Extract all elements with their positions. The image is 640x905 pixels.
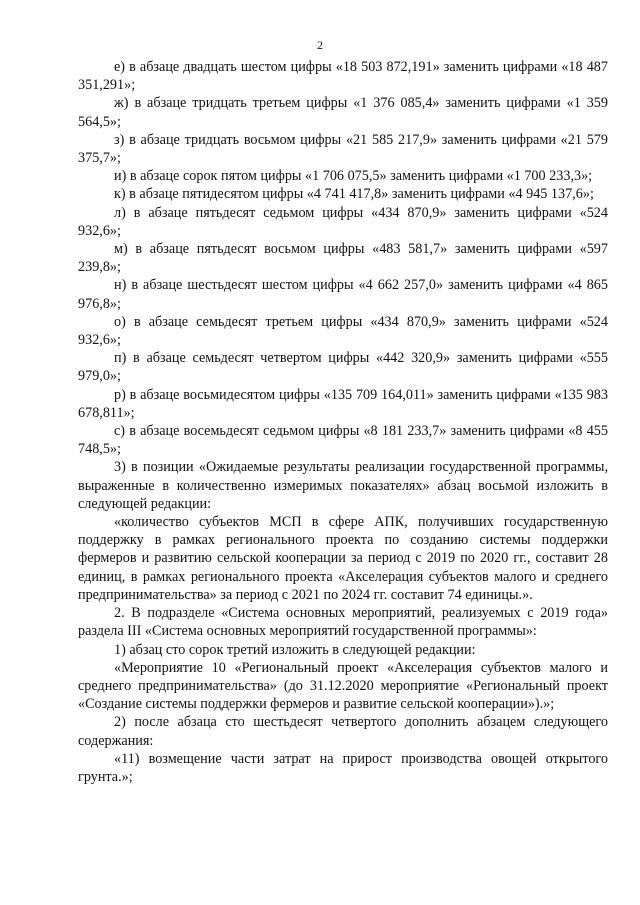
- page-number: 2: [317, 38, 323, 52]
- paragraph-s: с) в абзаце восемьдесят седьмом цифры «8 181 233,7» заменить цифрами «8 455 748,5»;: [78, 423, 608, 458]
- paragraph-i: и) в абзаце сорок пятом цифры «1 706 075,5» заменить цифрами «1 700 233,3»;: [114, 168, 593, 185]
- paragraph-o: о) в абзаце семьдесят третьем цифры «434 870,9» заменить цифрами «524 932,6»;: [78, 313, 608, 349]
- paragraph-item-2: 2) после абзаца сто шестьдесят четвертого дополнить абзацем следующего содержания:: [78, 714, 608, 749]
- paragraph-quote-item-11: «11) возмещение части затрат на прирост производства овощей открытого грунта.»;: [78, 750, 608, 785]
- paragraph-quote-measure-10: «Мероприятие 10 «Региональный проект «Акселерация субъектов малого и среднего предпринимательства» (до 31.12.2020 мероприятие «Региональный проект «Создание системы поддержки фермеров и развитие сельской кооперации»).»;: [78, 659, 608, 713]
- paragraph-k: к) в абзаце пятидесятом цифры «4 741 417,8» заменить цифрами «4 945 137,6»;: [114, 186, 594, 203]
- document-body: [78, 58, 608, 786]
- paragraph-r: р) в абзаце восьмидесятом цифры «135 709 164,011» заменить цифрами «135 983 678,811»;: [78, 386, 608, 421]
- paragraph-zh: ж) в абзаце тридцать третьем цифры «1 376 085,4» заменить цифрами «1 359 564,5»;: [78, 95, 608, 130]
- paragraph-n: н) в абзаце шестьдесят шестом цифры «4 662 257,0» заменить цифрами «4 865 976,8»;: [78, 277, 608, 312]
- paragraph-p: п) в абзаце семьдесят четвертом цифры «442 320,9» заменить цифрами «555 979,0»;: [78, 350, 608, 385]
- paragraph-section-2: 2. В подразделе «Система основных мероприятий, реализуемых с 2019 года» раздела III «Система основных мероприятий государственной программы»:: [78, 605, 608, 640]
- paragraph-item-3: 3) в позиции «Ожидаемые результаты реализации государственной программы, выраженные в количественно измеримых показателях» абзац восьмой изложить в следующей редакции:: [78, 459, 608, 512]
- paragraph-e: е) в абзаце двадцать шестом цифры «18 503 872,191» заменить цифрами «18 487 351,291»;: [78, 59, 608, 94]
- paragraph-quote-msp: «количество субъектов МСП в сфере АПК, получивших государственную поддержку в рамках регионального проекта по созданию системы поддержки фермеров и развитию сельской кооперации за период с 2019 по 2020 гг., составит 28 единиц, в рамках регионального проекта «Акселерация субъектов малого и среднего предпринимательства» за период с 2021 по 2024 гг. составит 74 единицы.».: [78, 514, 608, 603]
- paragraph-l: л) в абзаце пятьдесят седьмом цифры «434 870,9» заменить цифрами «524 932,6»;: [78, 204, 608, 239]
- paragraph-z: з) в абзаце тридцать восьмом цифры «21 585 217,9» заменить цифрами «21 579 375,7»;: [78, 131, 608, 167]
- paragraph-m: м) в абзаце пятьдесят восьмом цифры «483 581,7» заменить цифрами «597 239,8»;: [78, 241, 608, 276]
- paragraph-item-1: 1) абзац сто сорок третий изложить в следующей редакции:: [114, 641, 476, 658]
